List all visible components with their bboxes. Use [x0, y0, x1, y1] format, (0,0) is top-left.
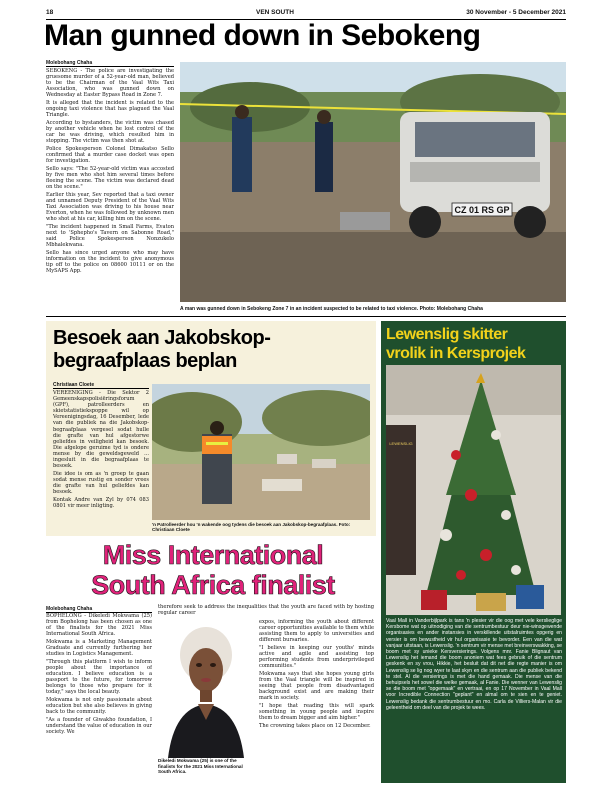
divider [46, 316, 566, 317]
story4-paragraph: expos, informing the youth about different career opportunities available to them while assisting them to apply to universities and different bursaries. [259, 619, 374, 644]
page-number: 18 [46, 9, 54, 16]
story4-paragraph: "I hope that reading this will spark something in young people and inspire them to dream bigger and aim higher." [259, 703, 374, 722]
publication-name: VEN SOUTH [256, 9, 294, 16]
story4-column3 [259, 619, 374, 785]
story3-headline-line2: vrolik in Kersprojek [386, 345, 526, 362]
story1-photo [180, 62, 566, 302]
story2-photo [152, 384, 370, 520]
story1-headline: Man gunned down in Sebokeng [44, 19, 481, 52]
story1-paragraph: Police Spokesperson Colonel Dimakatso Sello confirmed that a murder case docket was open for investigation. [46, 145, 174, 165]
lewenslig-sign: LEWENSLIG [389, 441, 413, 446]
story4-paragraph: Mokwama says that she hopes young girls from the Vaal triangle will be inspired in seeing that people from disadvantaged background exist and are making their mark in society. [259, 670, 374, 702]
story1-paragraph: "The incident happened in Small Farms, Evaton next to 'Sphepho's Tavern on Sabonne Road," said Police Spokesperson Nonzukelo Mbhalekwana. [46, 223, 174, 249]
story4-continuation: therefore seek to address the inequalities that the youth are faced with by hosting regular career [158, 604, 374, 617]
license-plate: CZ 01 RS GP [454, 205, 510, 215]
story2-byline: Christiaan Cloete [53, 382, 149, 389]
story1-body [46, 68, 174, 316]
story3-headline-line1: Lewenslig skitter [386, 326, 508, 343]
issue-date: 30 November - 5 December 2021 [466, 9, 566, 16]
story2-caption: 'n Patrolleerder hou 'n wakende oog tydens die besoek aan Jakobskop-begraafplaas. Foto: Christiaan Cloete [152, 522, 351, 533]
story2-body [53, 390, 149, 530]
story4-headline [48, 540, 378, 600]
story2-headline [53, 327, 373, 373]
story2-headline-line2: begraafplaas beplan [53, 350, 237, 372]
story4-column1 [46, 613, 152, 785]
story1-byline: Molebohang Chaha [46, 60, 174, 67]
story4-paragraph: "I believe in keeping our youths' minds active and agile and assisting top performing students from underprivileged communities." [259, 644, 374, 670]
story1-paragraph: Sello has since urged anyone who may have information on the incident to give anonymous tip off to the police on 08600 10111 or on the MySAPS App. [46, 249, 174, 275]
story4-paragraph: Mokwama is a Marketing Management Graduate and currently furthering her studies in Logistics Management. [46, 638, 152, 658]
story2-paragraph: Die idee is om as 'n groep te gaan sodat mense rustig en sonder vrees die grafte van hul geliefdes kan besoek. [53, 470, 149, 496]
story4-paragraph: The crowning takes place on 12 December. [259, 722, 371, 729]
story3-photo [386, 365, 561, 615]
story4-byline: Molebohang Chaha [46, 606, 152, 613]
story1-caption: A man was gunned down in Sebokeng Zone 7 in an incident suspected to be related to taxi violence. Photo: Molebohang Chaha [180, 306, 483, 312]
story1-paragraph: SEBOKENG - The police are investigating the gruesome murder of a 52-year-old man, believed to be the Chairman of the Vaal Wits Taxi Association, who was gunned down on Wednesday at Easter Bypass Road in Zone 7. [46, 68, 174, 99]
story2-paragraph: Kontak Andre van Zyl by 074 083 0801 vir meer inligting. [53, 496, 149, 509]
story2-headline-line1: Besoek aan Jakobskop- [53, 327, 271, 349]
story4-paragraph: Mokwama is not only passionate about education but she also believes in giving back to the community. [46, 697, 152, 716]
story4-photo [158, 620, 254, 758]
story4-paragraph: "As a founder of Giwakho foundation, I understand the value of education in our society. We [46, 716, 152, 736]
story4-paragraph: BOPHELONG - Dikeledi Mokwama (25) from Bophelong has been chosen as one of the finalists for the 2021 Miss International South Africa. [46, 613, 152, 638]
story1-paragraph: According to bystanders, the victim was chased by another vehicle when he lost control of the car he was driving, which resulted him in stopping. The victim was then shot at. [46, 119, 174, 145]
story1-paragraph: Sello says: "The 52-year-old victim was accosted by five men who shot him several times before fleeing the scene. The victim was declared dead on the scene." [46, 165, 174, 191]
story2-paragraph: VEREENIGING - Die Sektor 2 Gemeenskapspolisiëringsforum (GPF), patrolleerders en skietstatistiekspoppe wil op Vereenigingsdag, 16 Desember, lede van die publiek na die Jakobskop-begraafplaas vergesel sodat hulle die grafte van hul afgestorwe geliefdes in veiligheid kan besoek. Die afgelope geruime tyd is ondere mense by die geweldsgeweld ... ingesluit in die begraafplaas te besoek. [53, 390, 149, 470]
story4-headline-line1: Miss International [102, 540, 324, 570]
story4-headline-line2: South Africa finalist [91, 570, 335, 600]
story3-headline [386, 325, 564, 363]
story4-paragraph: "Through this platform I wish to inform people about the importance of education. I believe education is a passport to the future, for tomorrow belongs to those who prepare for it today," says the local beauty. [46, 658, 152, 696]
story1-paragraph: It is alleged that the incident is related to the ongoing taxi violence that has plagued the Vaal Triangle. [46, 100, 174, 119]
story3-body: Vaal Mall in Vanderbijlpark is tans 'n plesier vir die oog met vele kerslieglige Kersbome wat op uitnodiging van die sentrumbestuur deur nie-winsgewende organisasies en ander instansies in verskillende uitstalruimtes opgerig en versier is om bewustheid vir hul organisasie te bevorder. Een van die wat vanjaar uitstaan, is Lewenslig. 'n sentrum vir mense met breinverswakking, se boom met sy unieke Kersversierings. Volgens mnr. Fanie Blignaut van Lewenslig het iemand die boom anoniem wat fees gebruik of die sentrum geskenk en sy vrou, Hikkie, het besluit dat dit net die regte manier is om Lewenslig se lig nog wyer te laat skyn en die sentrum aan die publiek bekend te stel. Al die versierings is met die hand gemaak. Die mense van die behuipsels het sowel die welke gemaak, al Fanie. Die wenner van Lewenslig se die boom met "opgemaak" en vertraai, en op 17 November in Vaal Mall voor Incredible Connection "geplant" en almal om te sien en te geniet. Lewenslig bedank die sentrumbestuur en mo. Carla de Villiers-Malan vir die geleentheid om deel van die projek te wees. [386, 618, 562, 711]
story4-caption: Dikeledi Mokwama (25) is one of the finalists for the 2021 Miss International South Africa. [158, 758, 243, 775]
story1-paragraph: Earlier this year, Sev reported that a taxi owner and unnamed Deputy President of the Vaal Wits Taxi Association was driving to his house near Everton, when he was followed by unknown men who shot at his car, killing him on the scene. [46, 191, 174, 223]
